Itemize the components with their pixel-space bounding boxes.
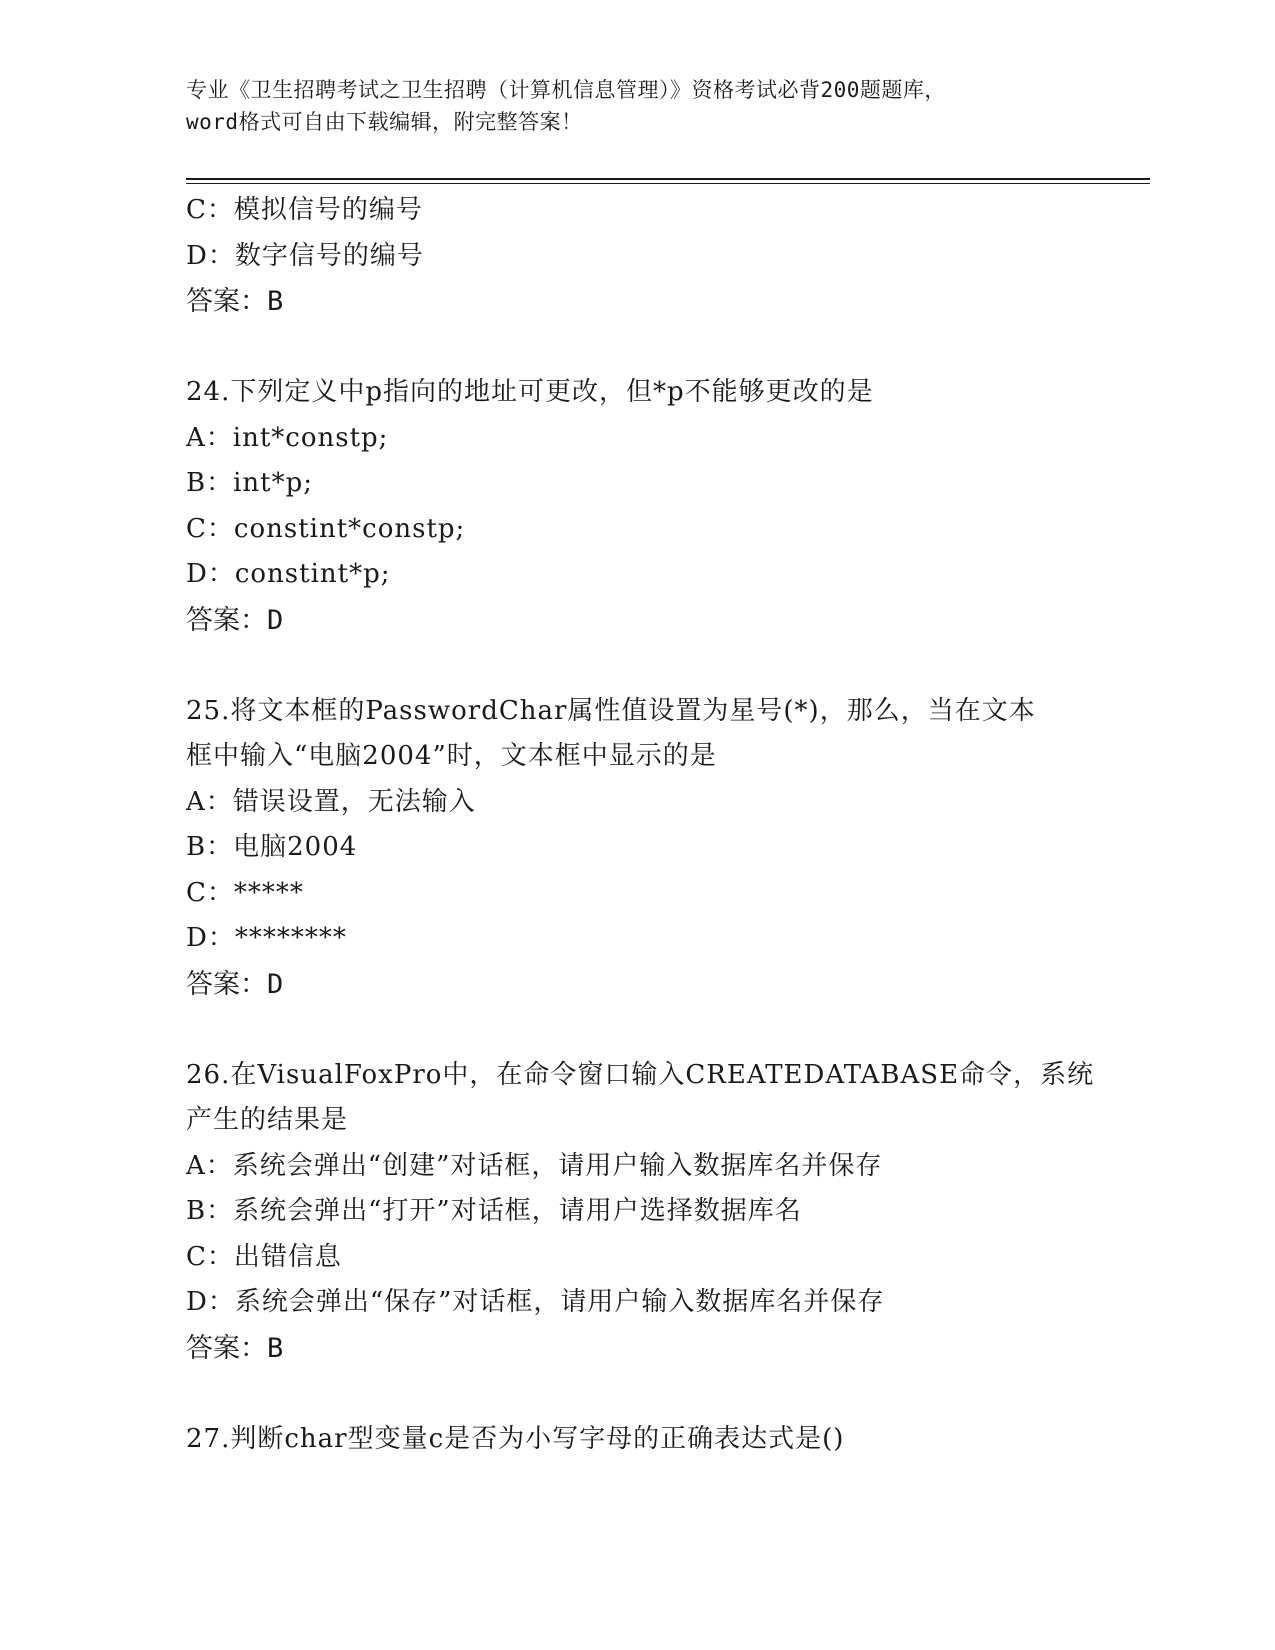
answer-label: 答案：B — [186, 1332, 284, 1364]
question-27 — [186, 1417, 1086, 1463]
option-a: A：错误设置，无法输入 — [186, 786, 476, 817]
question-26 — [186, 1053, 1095, 1372]
header-divider-thick — [186, 178, 1150, 180]
answer-label: 答案：D — [186, 604, 284, 636]
question-stem: 24.下列定义中p指向的地址可更改，但*p不能够更改的是 — [186, 377, 874, 407]
option-a: A：系统会弹出“创建”对话框，请用户输入数据库名并保存 — [186, 1150, 883, 1181]
answer-label: 答案：D — [186, 968, 284, 1000]
option-d: D：数字信号的编号 — [186, 240, 424, 271]
page-header — [186, 74, 1086, 138]
question-24 — [186, 370, 1086, 643]
question-stem: 27.判断char型变量c是否为小写字母的正确表达式是() — [186, 1423, 845, 1454]
header-title-line-2: word格式可自由下载编辑，附完整答案！ — [186, 110, 583, 134]
option-d: D：系统会弹出“保存”对话框，请用户输入数据库名并保存 — [186, 1287, 885, 1317]
option-a: A：int*constp; — [186, 422, 389, 453]
header-divider-thin — [186, 183, 1150, 184]
question-stem-line-2: 框中输入“电脑2004”时，文本框中显示的是 — [186, 741, 717, 771]
option-c: C：出错信息 — [186, 1241, 342, 1272]
spacer — [186, 325, 1086, 371]
option-b: B：电脑2004 — [186, 832, 358, 862]
option-d: D：constint*p; — [186, 559, 391, 589]
header-title-line-1: 专业《卫生招聘考试之卫生招聘（计算机信息管理）》资格考试必背200题题库， — [186, 78, 946, 102]
question-stem-line-1: 26.在VisualFoxPro中，在命令窗口输入CREATEDATABASE命令，系统 — [186, 1059, 1095, 1090]
question-list — [186, 188, 1095, 1462]
question-stem-line-2: 产生的结果是 — [186, 1105, 349, 1135]
question-25 — [186, 689, 1086, 1008]
option-b: B：int*p; — [186, 468, 314, 498]
option-c: C：constint*constp; — [186, 513, 466, 544]
question-23-tail — [186, 188, 1086, 325]
spacer — [186, 643, 1086, 689]
option-b: B：系统会弹出“打开”对话框，请用户选择数据库名 — [186, 1196, 802, 1226]
question-stem-line-1: 25.将文本框的PasswordChar属性值设置为星号(*)，那么，当在文本 — [186, 695, 1036, 726]
spacer — [186, 1371, 1086, 1417]
option-c: C：模拟信号的编号 — [186, 195, 423, 225]
answer-label: 答案：B — [186, 286, 284, 317]
option-d: D：******** — [186, 923, 347, 953]
option-c: C：***** — [186, 877, 304, 908]
spacer — [186, 1007, 1086, 1053]
